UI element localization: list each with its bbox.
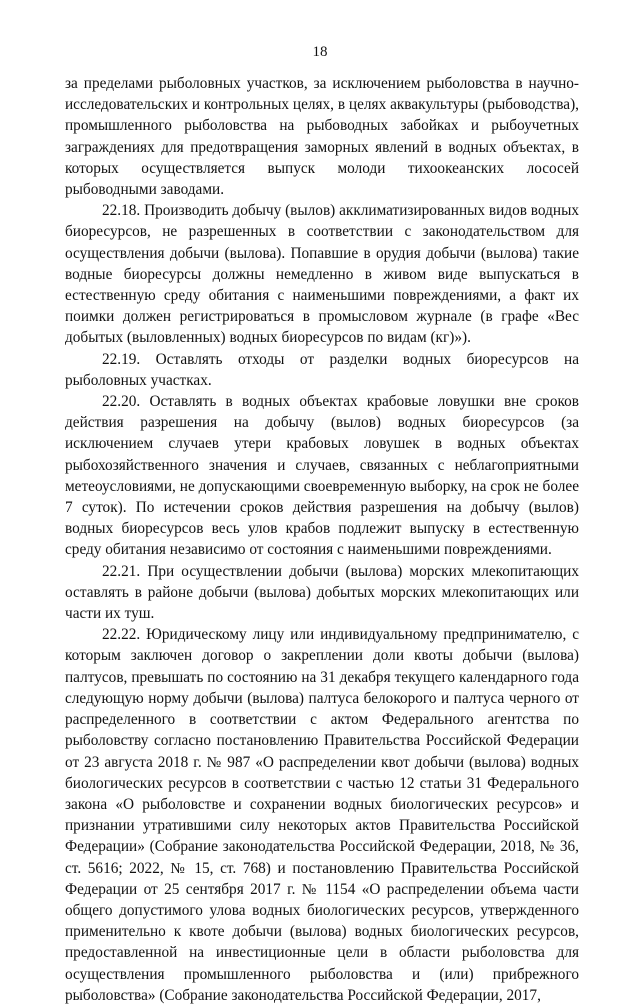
paragraph-22-19: 22.19. Оставлять отходы от разделки водных биоресурсов на рыболовных участках.: [65, 350, 579, 389]
document-body: [65, 73, 579, 1006]
paragraph-continuation: за пределами рыболовных участков, за исключением рыболовства в научно-исследовательских и контрольных целях, в целях аквакультуры (рыбоводства), промышленного рыболовства на рыбоводных забойках и рыбоучетных заграждениях для предотвращения заморных явлений в водных объектах, в которых осуществляется выпуск молоди тихоокеанских лососей рыбоводными заводами.: [65, 75, 579, 199]
paragraph-22-20: 22.20. Оставлять в водных объектах крабовые ловушки вне сроков действия разрешения на добычу (вылов) водных биоресурсов (за исключением случаев утери крабовых ловушек в водных объектах рыбохозяйственного значения и случаев, связанных с неблагоприятными метеоусловиями, не допускающими своевременную выборку, на срок не более 7 суток). По истечении сроков действия разрешения на добычу (вылов) водных биоресурсов весь улов крабов подлежит выпуску в естественную среду обитания независимо от состояния с наименьшими повреждениями.: [65, 393, 579, 559]
paragraph-22-21: 22.21. При осуществлении добычи (вылова) морских млекопитающих оставлять в районе добычи (вылова) добытых морских млекопитающих или части их туш.: [65, 562, 579, 623]
paragraph-22-18: 22.18. Производить добычу (вылов) акклиматизированных видов водных биоресурсов, не разрешенных в соответствии с законодательством для осуществления добычи (вылова). Попавшие в орудия добычи (вылова) такие водные биоресурсы должны немедленно в живом виде выпускаться в естественную среду обитания с наименьшими повреждениями, а факт их поимки должен регистрироваться в промысловом журнале (в графе «Вес добытых (выловленных) водных биоресурсов по видам (кг)»).: [65, 202, 579, 347]
page-number: 18: [312, 44, 328, 60]
paragraph-22-22: 22.22. Юридическому лицу или индивидуальному предпринимателю, с которым заключен договор о закреплении доли квоты добычи (вылова) палтусов, превышать по состоянию на 31 декабря текущего календарного года следующую норму добычи (вылова) палтуса белокорого и палтуса черного от распределенного в соответствии с актом Федерального агентства по рыболовству согласно постановлению Правительства Российской Федерации от 23 августа 2018 г. № 987 «О распределении квот добычи (вылова) водных биологических ресурсов в соответствии с частью 12 статьи 31 Федерального закона «О рыболовстве и сохранении водных биологических ресурсов» и признании утратившими силу некоторых актов Правительства Российской Федерации» (Собрание законодательства Российской Федерации, 2018, № 36, ст. 5616; 2022, № 15, ст. 768) и постановлению Правительства Российской Федерации от 25 сентября 2017 г. № 1154 «О распределении объема части общего допустимого улова водных биологических ресурсов, утвержденного применительно к квоте добычи (вылова) водных биологических ресурсов, предоставленной на инвестиционные цели в области рыболовства для осуществления промышленного рыболовства и (или) прибрежного рыболовства» (Собрание законодательства Российской Федерации, 2017,: [65, 626, 579, 1004]
